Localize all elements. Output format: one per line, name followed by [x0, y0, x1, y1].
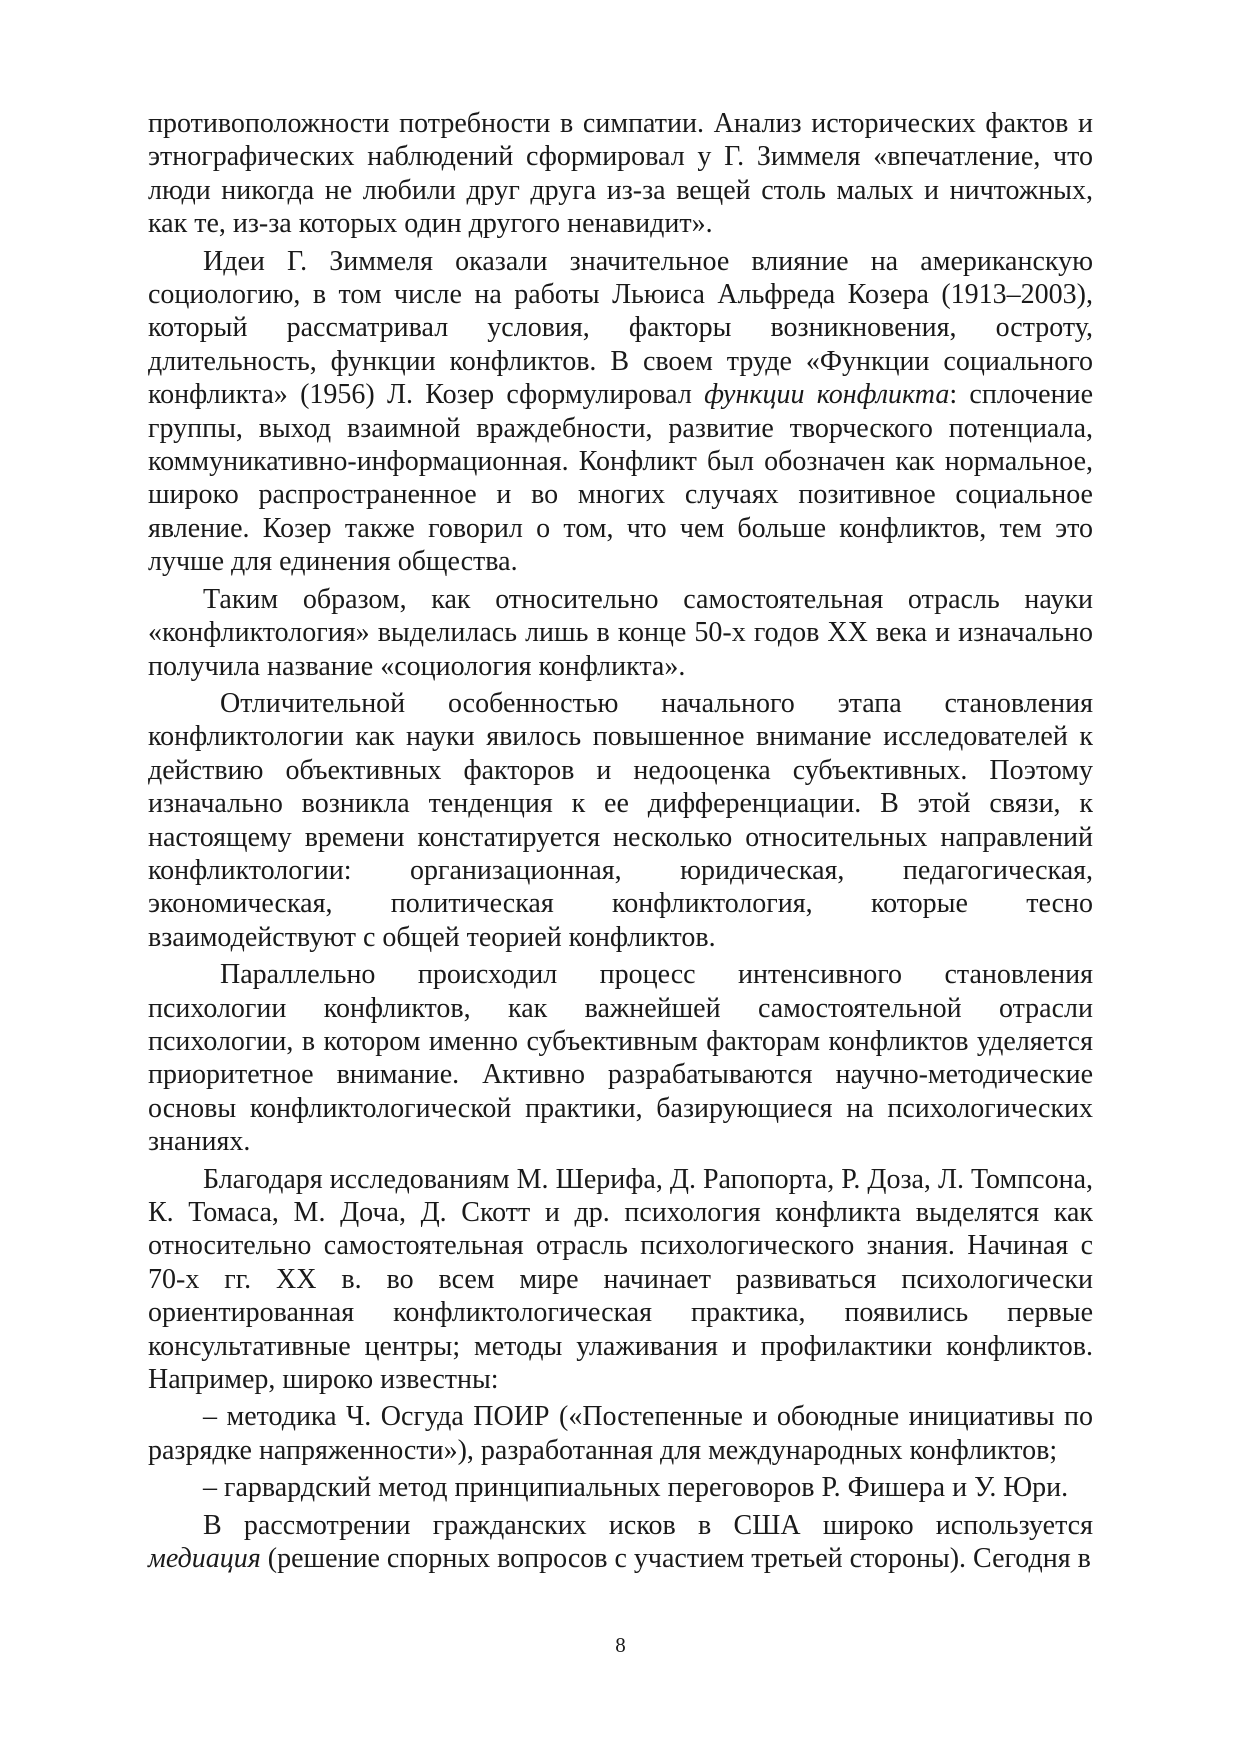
- paragraph-2: [148, 245, 1093, 579]
- paragraph-4: [148, 687, 1093, 954]
- list-item-2: [148, 1471, 1093, 1504]
- paragraph-7-italic: медиация: [148, 1543, 261, 1575]
- paragraph-4-text: Отличительной особенностью начального этапа становления конфликтологии как науки явилось повышенное внимание исследователей к действию объективных факторов и недооценка субъективных. Поэтому изначально возникла тенденция к ее дифференциации. В этой связи, к настоящему времени констатируется несколько относительных направлений конфликтологии: организационная, юридическая, педагогическая, экономическая, политическая конфликтология, которые тесно взаимодействуют с общей теорией конфликтов.: [148, 687, 1093, 953]
- list-item-1-text: – методика Ч. Осгуда ПОИР («Постепенные и обоюдные инициативы по разрядке напряженности»), разработанная для международных конфликтов;: [148, 1401, 1093, 1466]
- paragraph-1-text: противоположности потребности в симпатии. Анализ исторических фактов и этнографических наблюдений сформировал у Г. Зиммеля «впечатление, что люди никогда не любили друг друга из-за вещей столь малых и ничтожных, как те, из-за которых один другого ненавидит».: [148, 108, 1093, 240]
- paragraph-7-text-a: В рассмотрении гражданских исков в США широко используется: [203, 1509, 1093, 1541]
- paragraph-2-text-a: Идеи Г. Зиммеля оказали значительное влияние на американскую социологию, в том числе на работы Льюиса Альфреда Козера (1913–2003), который рассматривал условия, факторы возникновения, остроту, длительность, функции конфликтов. В своем труде «Функции социального конфликта» (1956) Л. Козер сформулировал: [148, 245, 1093, 411]
- paragraph-5: [148, 958, 1093, 1158]
- page-body: [148, 107, 1093, 1579]
- list-item-2-text: – гарвардский метод принципиальных переговоров Р. Фишера и У. Юри.: [203, 1472, 1069, 1504]
- paragraph-7: [148, 1509, 1093, 1576]
- paragraph-5-text: Параллельно происходил процесс интенсивного становления психологии конфликтов, как важнейшей самостоятельной отрасли психологии, в котором именно субъективным факторам конфликтов уделяется приоритетное внимание. Активно разрабатываются научно-методические основы конфликтологической практики, базирующиеся на психологических знаниях.: [148, 959, 1093, 1158]
- paragraph-1: [148, 107, 1093, 241]
- paragraph-3: [148, 583, 1093, 683]
- paragraph-6: [148, 1163, 1093, 1397]
- list-item-1: [148, 1400, 1093, 1467]
- paragraph-3-text: Таким образом, как относительно самостоятельная отрасль науки «конфликтология» выделилась лишь в конце 50-х годов XX века и изначально получила название «социология конфликта».: [148, 583, 1093, 682]
- paragraph-2-italic: функции конфликта: [704, 379, 950, 411]
- paragraph-6-text: Благодаря исследованиям М. Шерифа, Д. Рапопорта, Р. Доза, Л. Томпсона, К. Томаса, М. Доча, Д. Скотт и др. психология конфликта выделятся как относительно самостоятельная отрасль психологического знания. Начиная с 70-х гг. XX в. во всем мире начинает развиваться психологически ориентированная конфликтологическая практика, появились первые консультативные центры; методы улаживания и профилактики конфликтов. Например, широко известны:: [148, 1163, 1093, 1396]
- page-number: 8: [615, 1633, 626, 1657]
- paragraph-7-text-b: (решение спорных вопросов с участием третьей стороны). Сегодня в: [260, 1543, 1091, 1575]
- paragraph-2-text-b: : сплочение группы, выход взаимной враждебности, развитие творческого потенциала, коммуникативно-информационная. Конфликт был обозначен как нормальное, широко распространенное и во многих случаях позитивное социальное явление. Козер также говорил о том, что чем больше конфликтов, тем это лучше для единения общества.: [148, 379, 1093, 578]
